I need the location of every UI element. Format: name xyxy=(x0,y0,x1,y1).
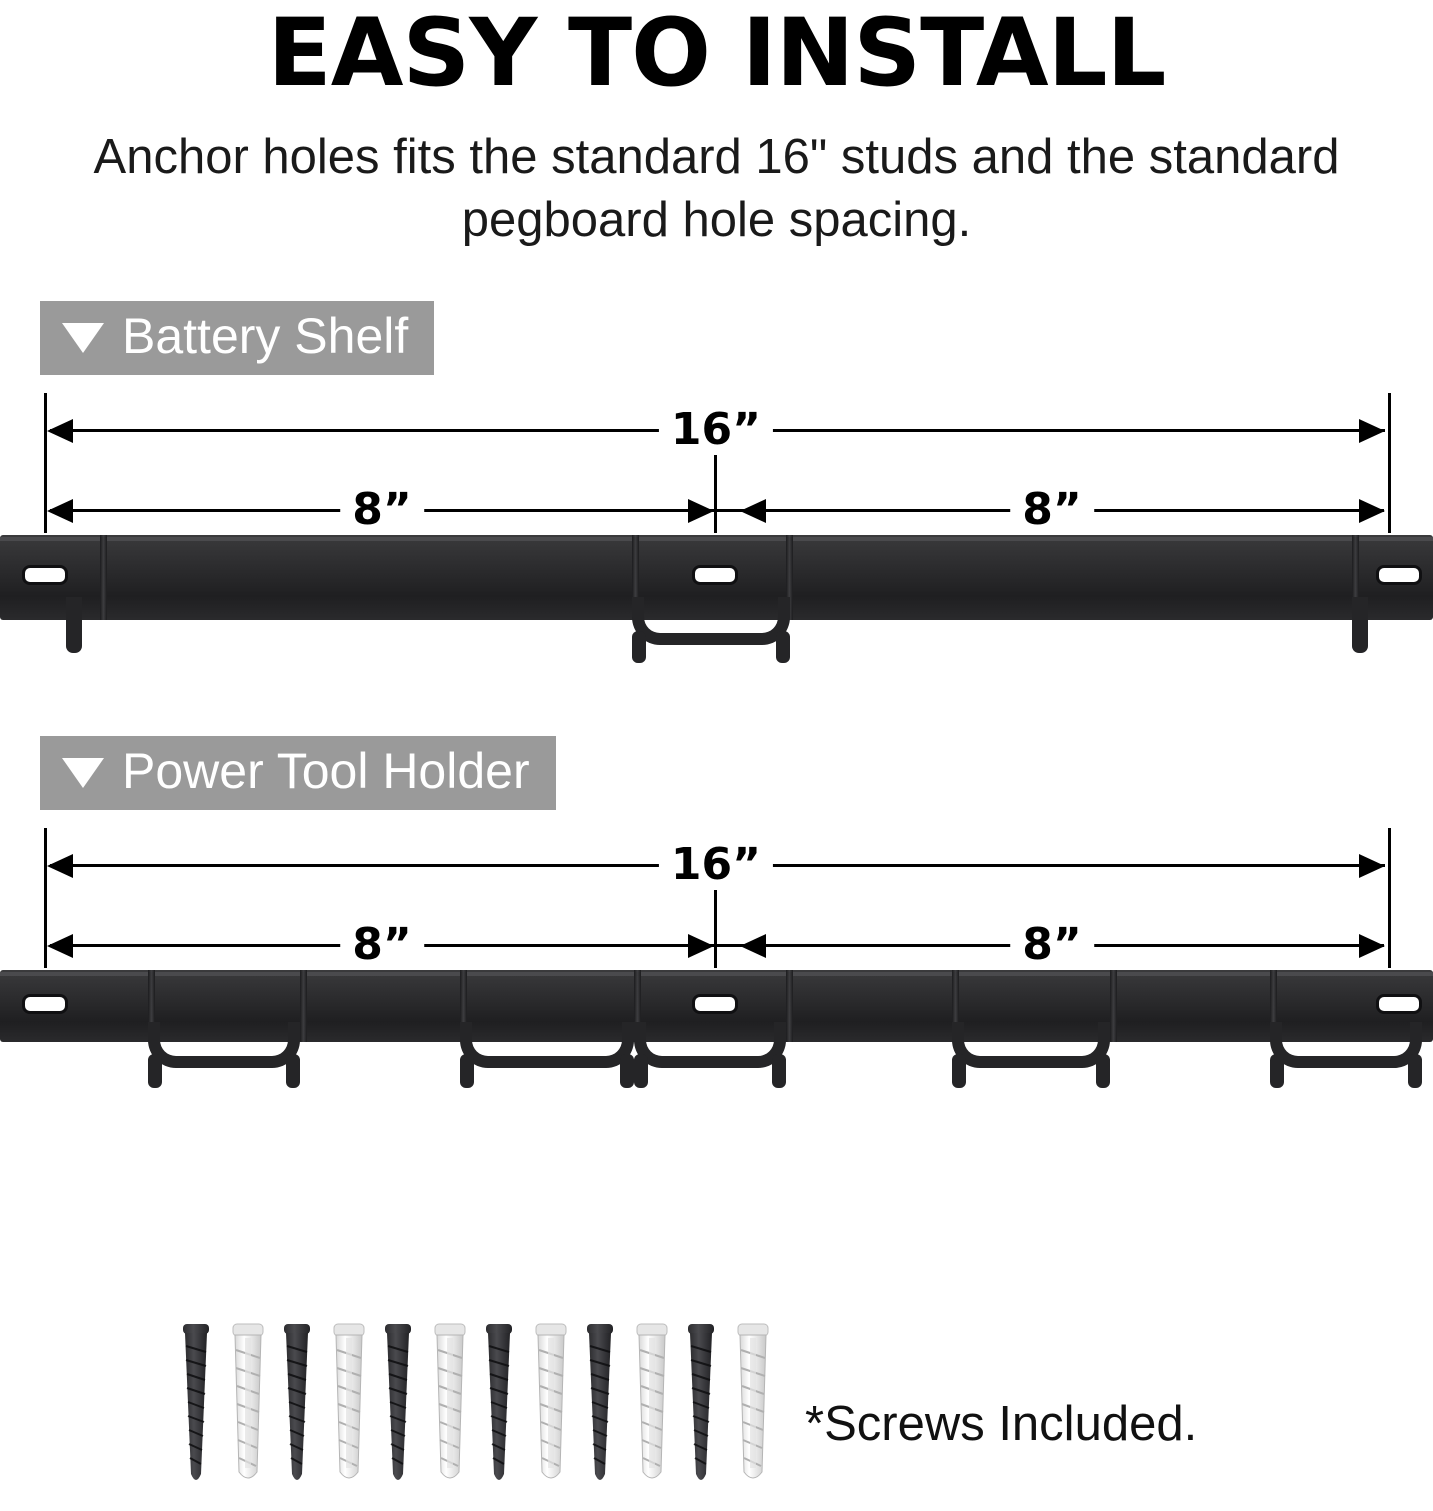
arrow-right-end xyxy=(1359,934,1385,958)
section-battery-shelf xyxy=(0,301,1433,375)
arrow-left-start xyxy=(47,934,73,958)
hook-lip-left xyxy=(952,1054,966,1088)
battery-shelf-chip xyxy=(40,301,434,375)
hook-lip-left xyxy=(148,1054,162,1088)
label-left-half: 8” xyxy=(340,923,424,967)
tool-hook xyxy=(460,1022,634,1068)
tool-hook xyxy=(952,1022,1110,1068)
section-power-tool-holder xyxy=(0,736,1433,810)
hardware-illustration xyxy=(0,1306,1433,1506)
rail-highlight xyxy=(0,537,1433,541)
anchor-slot-left xyxy=(22,565,68,585)
anchor-slot-right xyxy=(1376,994,1422,1014)
tick-right xyxy=(1388,393,1391,533)
screws-included-note: *Screws Included. xyxy=(805,1397,1198,1451)
headline: EASY TO INSTALL xyxy=(267,0,1166,108)
power-tool-holder-chip xyxy=(40,736,556,810)
hook-lip-right xyxy=(620,1054,634,1088)
hook-lip-right xyxy=(1408,1054,1422,1088)
battery-shelf-label: Battery Shelf xyxy=(122,308,409,365)
hook-lip-right xyxy=(776,631,790,663)
arrow-total-right xyxy=(1359,854,1385,878)
battery-shelf-product xyxy=(0,535,1433,670)
rib xyxy=(100,535,107,620)
rib xyxy=(786,970,793,1042)
label-right-half: 8” xyxy=(1010,488,1094,532)
arrow-right-start xyxy=(740,499,766,523)
hook-lip-left xyxy=(1270,1054,1284,1088)
end-hook-left xyxy=(66,597,82,653)
rib xyxy=(1110,970,1117,1042)
arrow-left-start xyxy=(47,499,73,523)
rail-highlight xyxy=(0,972,1433,976)
anchor-slot-right xyxy=(1376,565,1422,585)
subheadline: Anchor holes fits the standard 16" studs and the standard pegboard hole spacing. xyxy=(93,129,1340,247)
power-tool-holder-label: Power Tool Holder xyxy=(122,743,530,800)
arrow-total-left xyxy=(47,419,73,443)
hardware-row xyxy=(0,1306,1433,1506)
label-right-half: 8” xyxy=(1010,923,1094,967)
arrow-right-end xyxy=(1359,499,1385,523)
triangle-down-icon xyxy=(62,758,104,788)
hook-lip-right xyxy=(286,1054,300,1088)
label-total: 16” xyxy=(659,408,773,452)
tick-center xyxy=(714,455,717,533)
power-tool-holder-dimensions xyxy=(0,828,1433,978)
battery-shelf-dimensions xyxy=(0,393,1433,543)
arrow-right-start xyxy=(740,934,766,958)
screws-and-anchors xyxy=(183,1324,768,1480)
tick-right xyxy=(1388,828,1391,968)
end-hook-right xyxy=(1352,597,1368,653)
tool-hook xyxy=(634,1022,786,1068)
tool-hook xyxy=(1270,1022,1422,1068)
rib xyxy=(300,970,307,1042)
hook-lip-left xyxy=(460,1054,474,1088)
label-left-half: 8” xyxy=(340,488,424,532)
tick-center xyxy=(714,890,717,968)
anchor-slot-left xyxy=(22,994,68,1014)
hook-lip-left xyxy=(632,631,646,663)
triangle-down-icon xyxy=(62,323,104,353)
arrow-left-end xyxy=(688,934,714,958)
label-total: 16” xyxy=(659,843,773,887)
power-tool-holder-product xyxy=(0,970,1433,1120)
center-hook xyxy=(632,597,790,645)
hook-lip-right xyxy=(772,1054,786,1088)
anchor-slot-center xyxy=(692,994,738,1014)
arrow-left-end xyxy=(688,499,714,523)
hook-lip-left xyxy=(634,1054,648,1088)
arrow-total-right xyxy=(1359,419,1385,443)
tool-hook xyxy=(148,1022,300,1068)
anchor-slot-center xyxy=(692,565,738,585)
arrow-total-left xyxy=(47,854,73,878)
hook-lip-right xyxy=(1096,1054,1110,1088)
